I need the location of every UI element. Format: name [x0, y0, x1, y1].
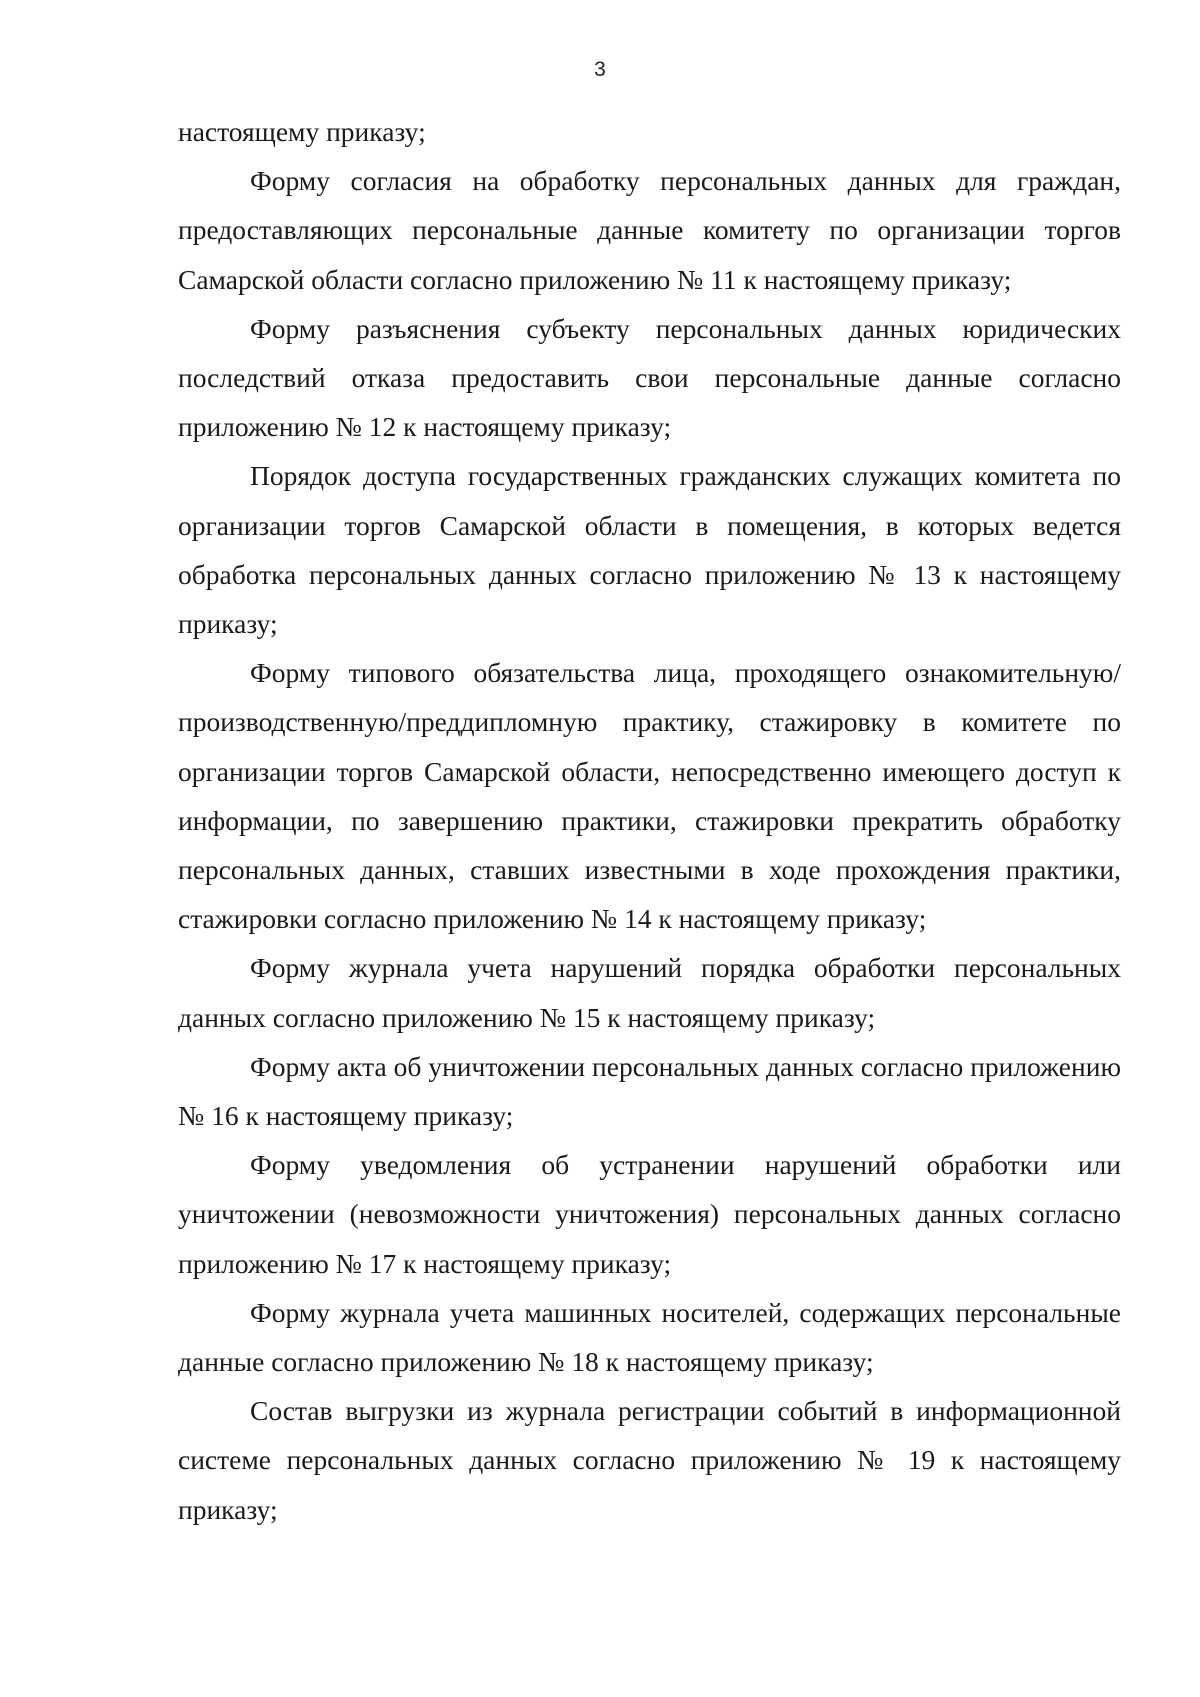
paragraph: Форму типового обязательства лица, проходящего ознакомительную/производственную/преддипломную практику, стажировку в комитете по организации торгов Самарской области, непосредственно имеющего доступ к информации, по завершению практики, стажировки прекратить обработку персональных данных, ставших известными в ходе прохождения практики, стажировки согласно приложению № 14 к настоящему приказу; [178, 657, 1121, 935]
paragraph: настоящему приказу; [178, 116, 426, 147]
document-body [178, 107, 1121, 1534]
paragraph: Форму разъяснения субъекту персональных данных юридических последствий отказа предоставить свои персональные данные согласно приложению № 12 к настоящему приказу; [178, 312, 1121, 443]
paragraph: Форму акта об уничтожении персональных данных согласно приложению № 16 к настоящему приказу; [178, 1050, 1121, 1132]
page-number: 3 [594, 58, 606, 81]
paragraph: Форму согласия на обработку персональных данных для граждан, предоставляющих персональные данные комитету по организации торгов Самарской области согласно приложению № 11 к настоящему приказу; [178, 165, 1121, 295]
paragraph: Форму журнала учета нарушений порядка обработки персональных данных согласно приложению № 15 к настоящему приказу; [178, 952, 1121, 1033]
paragraph: Состав выгрузки из журнала регистрации событий в информационной системе персональных данных согласно приложению № 19 к настоящему приказу; [178, 1395, 1121, 1525]
paragraph: Форму уведомления об устранении нарушений обработки или уничтожении (невозможности уничтожения) персональных данных согласно приложению № 17 к настоящему приказу; [178, 1149, 1121, 1279]
paragraph: Форму журнала учета машинных носителей, содержащих персональные данные согласно приложению № 18 к настоящему приказу; [178, 1296, 1121, 1378]
paragraph: Порядок доступа государственных гражданских служащих комитета по организации торгов Самарской области в помещения, в которых ведется обработка персональных данных согласно приложению № 13 к настоящему приказу; [178, 460, 1121, 640]
